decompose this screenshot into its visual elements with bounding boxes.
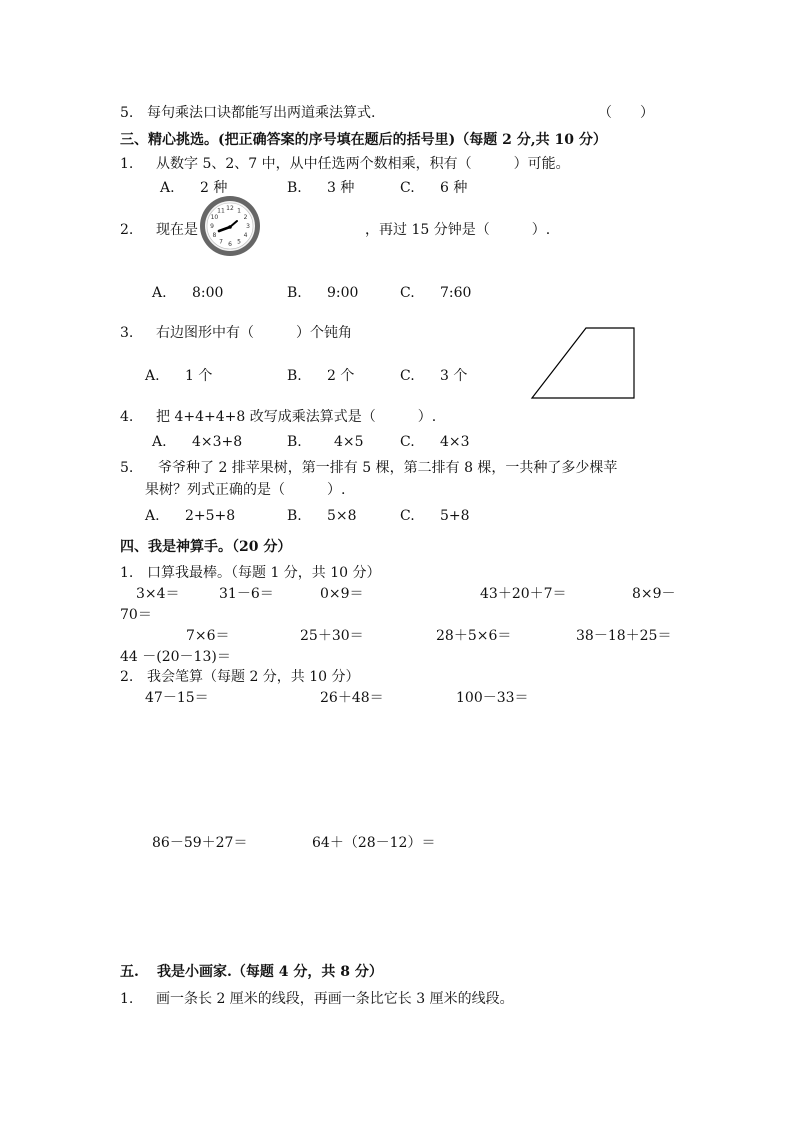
q1-option-a-label: A.: [160, 180, 175, 196]
q3-option-a: 1 个: [185, 368, 213, 384]
q5-option-b: 5×8: [327, 508, 357, 524]
q4-option-b-label: B.: [287, 434, 302, 450]
clock-number: 2: [243, 214, 248, 221]
q5-option-b-label: B.: [287, 508, 302, 524]
mental-math-problem: 31－6＝: [219, 586, 274, 602]
clock-number: 7: [219, 238, 223, 246]
written-calc-problem: 100－33＝: [456, 690, 529, 706]
mental-math-problem-cont: 70＝: [120, 607, 152, 623]
q2-option-c-label: C.: [400, 285, 415, 301]
q1-option-b: 3 种: [327, 180, 355, 196]
written-calc-problem: 86－59＋27＝: [152, 835, 248, 851]
q5-option-c-label: C.: [400, 508, 415, 524]
written-calc-problem: 47－15＝: [145, 690, 209, 706]
q3-option-a-label: A.: [145, 368, 160, 384]
q2-number: 2.: [120, 222, 134, 238]
q3-option-c: 3 个: [440, 368, 468, 384]
question-number: 5.: [120, 105, 134, 121]
q1-option-c-label: C.: [400, 180, 415, 196]
q5-option-a-label: A.: [145, 508, 160, 524]
clock-number: 8: [212, 232, 217, 239]
mental-math-problem: 44 －(20－13)＝: [120, 649, 231, 665]
part2-title: 我会笔算（每题 2 分，共 10 分）: [147, 669, 360, 685]
clock-number: 10: [210, 214, 219, 221]
clock-number: 5: [237, 238, 241, 246]
q4-text: 把 4+4+4+8 改写成乘法算式是（ ）.: [156, 409, 437, 425]
q4-option-a-label: A.: [152, 434, 167, 450]
q5-option-a: 2+5+8: [185, 508, 236, 524]
q4-option-a: 4×3+8: [192, 434, 243, 450]
part2-number: 2.: [120, 669, 134, 685]
q2-text-post: ，再过 15 分钟是（ ）.: [365, 222, 551, 238]
q2-option-c: 7:60: [440, 285, 472, 301]
section-4-title: 四、我是神算手。（20 分）: [120, 539, 292, 555]
q2-option-b: 9:00: [327, 285, 359, 301]
q5-text-line2: 果树？列式正确的是（ ）.: [145, 482, 346, 498]
mental-math-problem: 38－18＋25＝: [576, 628, 672, 644]
q3-text: 右边图形中有（ ）个钝角: [156, 325, 352, 341]
part1-title: 口算我最棒。（每题 1 分，共 10 分）: [147, 565, 381, 581]
clock-number: 6: [228, 241, 232, 248]
q1-option-c: 6 种: [440, 180, 468, 196]
q4-option-c: 4×3: [440, 434, 470, 450]
q3-number: 3.: [120, 325, 134, 341]
q5-text-line1: 爷爷种了 2 排苹果树，第一排有 5 棵，第二排有 8 棵，一共种了多少棵苹: [158, 460, 618, 476]
q1-text: 从数字 5、2、7 中，从中任选两个数相乘，积有（ ）可能。: [156, 156, 570, 172]
q1-option-a: 2 种: [200, 180, 228, 196]
q3-option-b: 2 个: [327, 368, 355, 384]
section-5-title: 我是小画家.（每题 4 分，共 8 分）: [157, 964, 383, 980]
mental-math-problem: 0×9＝: [320, 586, 364, 602]
written-calc-problem: 26＋48＝: [320, 690, 384, 706]
mental-math-problem: 3×4＝: [136, 586, 180, 602]
written-calc-problem: 64＋（28－12）＝: [312, 835, 436, 851]
section-5-label: 五.: [120, 964, 139, 980]
mental-math-problem: 7×6＝: [186, 628, 230, 644]
q4-option-c-label: C.: [400, 434, 415, 450]
q2-option-a-label: A.: [152, 285, 167, 301]
q5-option-c: 5+8: [440, 508, 470, 524]
clock-number: 1: [237, 207, 241, 215]
clock-number: 9: [210, 223, 214, 230]
q1-number: 1.: [120, 156, 134, 172]
trapezoid-icon: [528, 326, 638, 402]
mental-math-problem: 8×9－: [632, 586, 676, 602]
q1-option-b-label: B.: [287, 180, 302, 196]
q4-option-b: 4×5: [334, 434, 364, 450]
s5-q1-text: 画一条长 2 厘米的线段，再画一条比它长 3 厘米的线段。: [156, 991, 514, 1007]
q2-text-pre: 现在是: [156, 222, 198, 238]
clock-number: 12: [226, 205, 234, 212]
mental-math-problem: 25＋30＝: [300, 628, 364, 644]
s5-q1-number: 1.: [120, 991, 134, 1007]
mental-math-problem: 28＋5×6＝: [436, 628, 512, 644]
q3-option-b-label: B.: [287, 368, 302, 384]
section-3-title: 三、精心挑选。(把正确答案的序号填在题后的括号里)（每题 2 分,共 10 分）: [120, 132, 607, 148]
q2-option-a: 8:00: [192, 285, 224, 301]
clock-number: 3: [246, 223, 250, 230]
question-text: 每句乘法口诀都能写出两道乘法算式.: [147, 105, 376, 121]
q2-option-b-label: B.: [287, 285, 302, 301]
clock-number: 11: [217, 207, 225, 215]
clock-icon: [198, 194, 262, 258]
clock-number: 4: [243, 232, 248, 239]
answer-paren: （ ）: [598, 105, 654, 121]
mental-math-problem: 43＋20＋7＝: [480, 586, 567, 602]
q3-option-c-label: C.: [400, 368, 415, 384]
part1-number: 1.: [120, 565, 134, 581]
q5-number: 5.: [120, 460, 134, 476]
q4-number: 4.: [120, 409, 134, 425]
